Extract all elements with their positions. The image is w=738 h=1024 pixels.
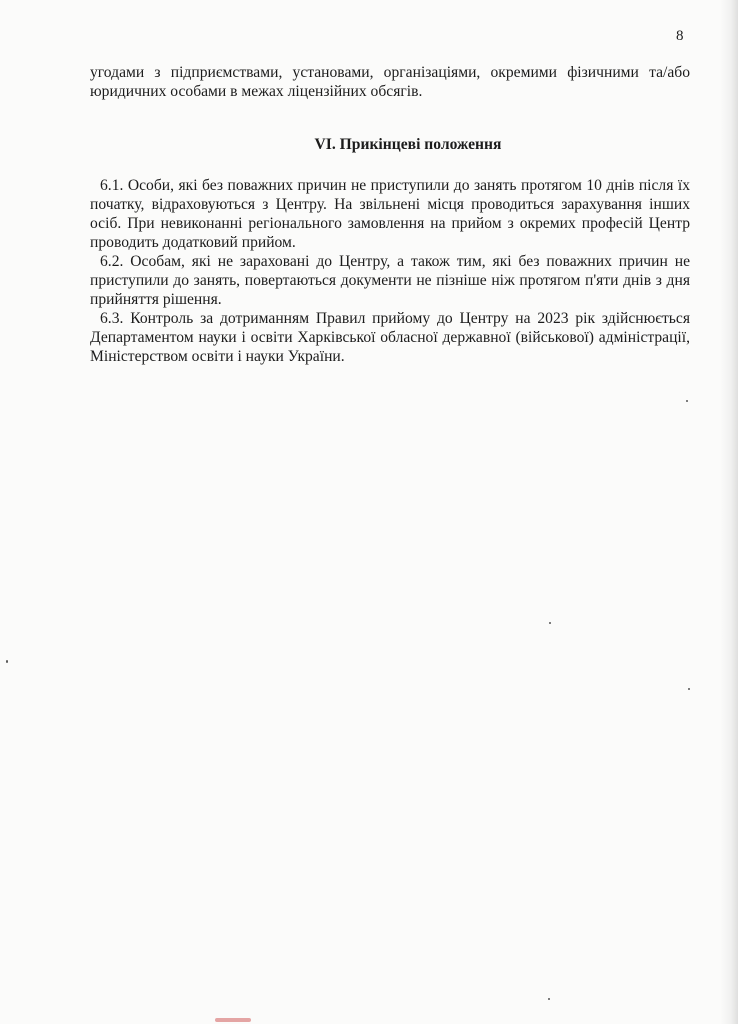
scan-speck — [686, 400, 688, 402]
scan-speck — [6, 660, 8, 663]
scan-speck — [548, 998, 550, 1000]
paragraph-6-3: 6.3. Контроль за дотриманням Правил прийому до Центру на 2023 рік здійснюється Департаментом науки і освіти Харківської обласної державної (військової) адміністрації, Міністерством освіти і науки України. — [90, 310, 690, 365]
section-heading: VI. Прикінцеві положення — [314, 136, 502, 153]
page-edge-shadow — [720, 0, 738, 1024]
continuation-paragraph: угодами з підприємствами, установами, організаціями, окремими фізичними та/або юридичних особами в межах ліцензійних обсягів. — [90, 64, 690, 100]
scan-stain — [215, 1018, 251, 1022]
paragraph-6-2: 6.2. Особам, які не зараховані до Центру, а також тим, які без поважних причин не приступили до занять, повертаються документи не пізніше ніж протягом п'яти днів з дня прийняття рішення. — [90, 253, 690, 308]
page-number: 8 — [676, 28, 684, 44]
scan-speck — [688, 688, 690, 690]
scan-speck — [549, 622, 551, 624]
paragraph-6-1: 6.1. Особи, які без поважних причин не приступили до занять протягом 10 днів після їх початку, відраховуються з Центру. На звільнені місця проводиться зарахування інших осіб. При невиконанні регіонального замовлення на прийом з окремих професій Центр проводить додатковий прийом. — [90, 177, 690, 251]
document-body — [90, 63, 690, 366]
